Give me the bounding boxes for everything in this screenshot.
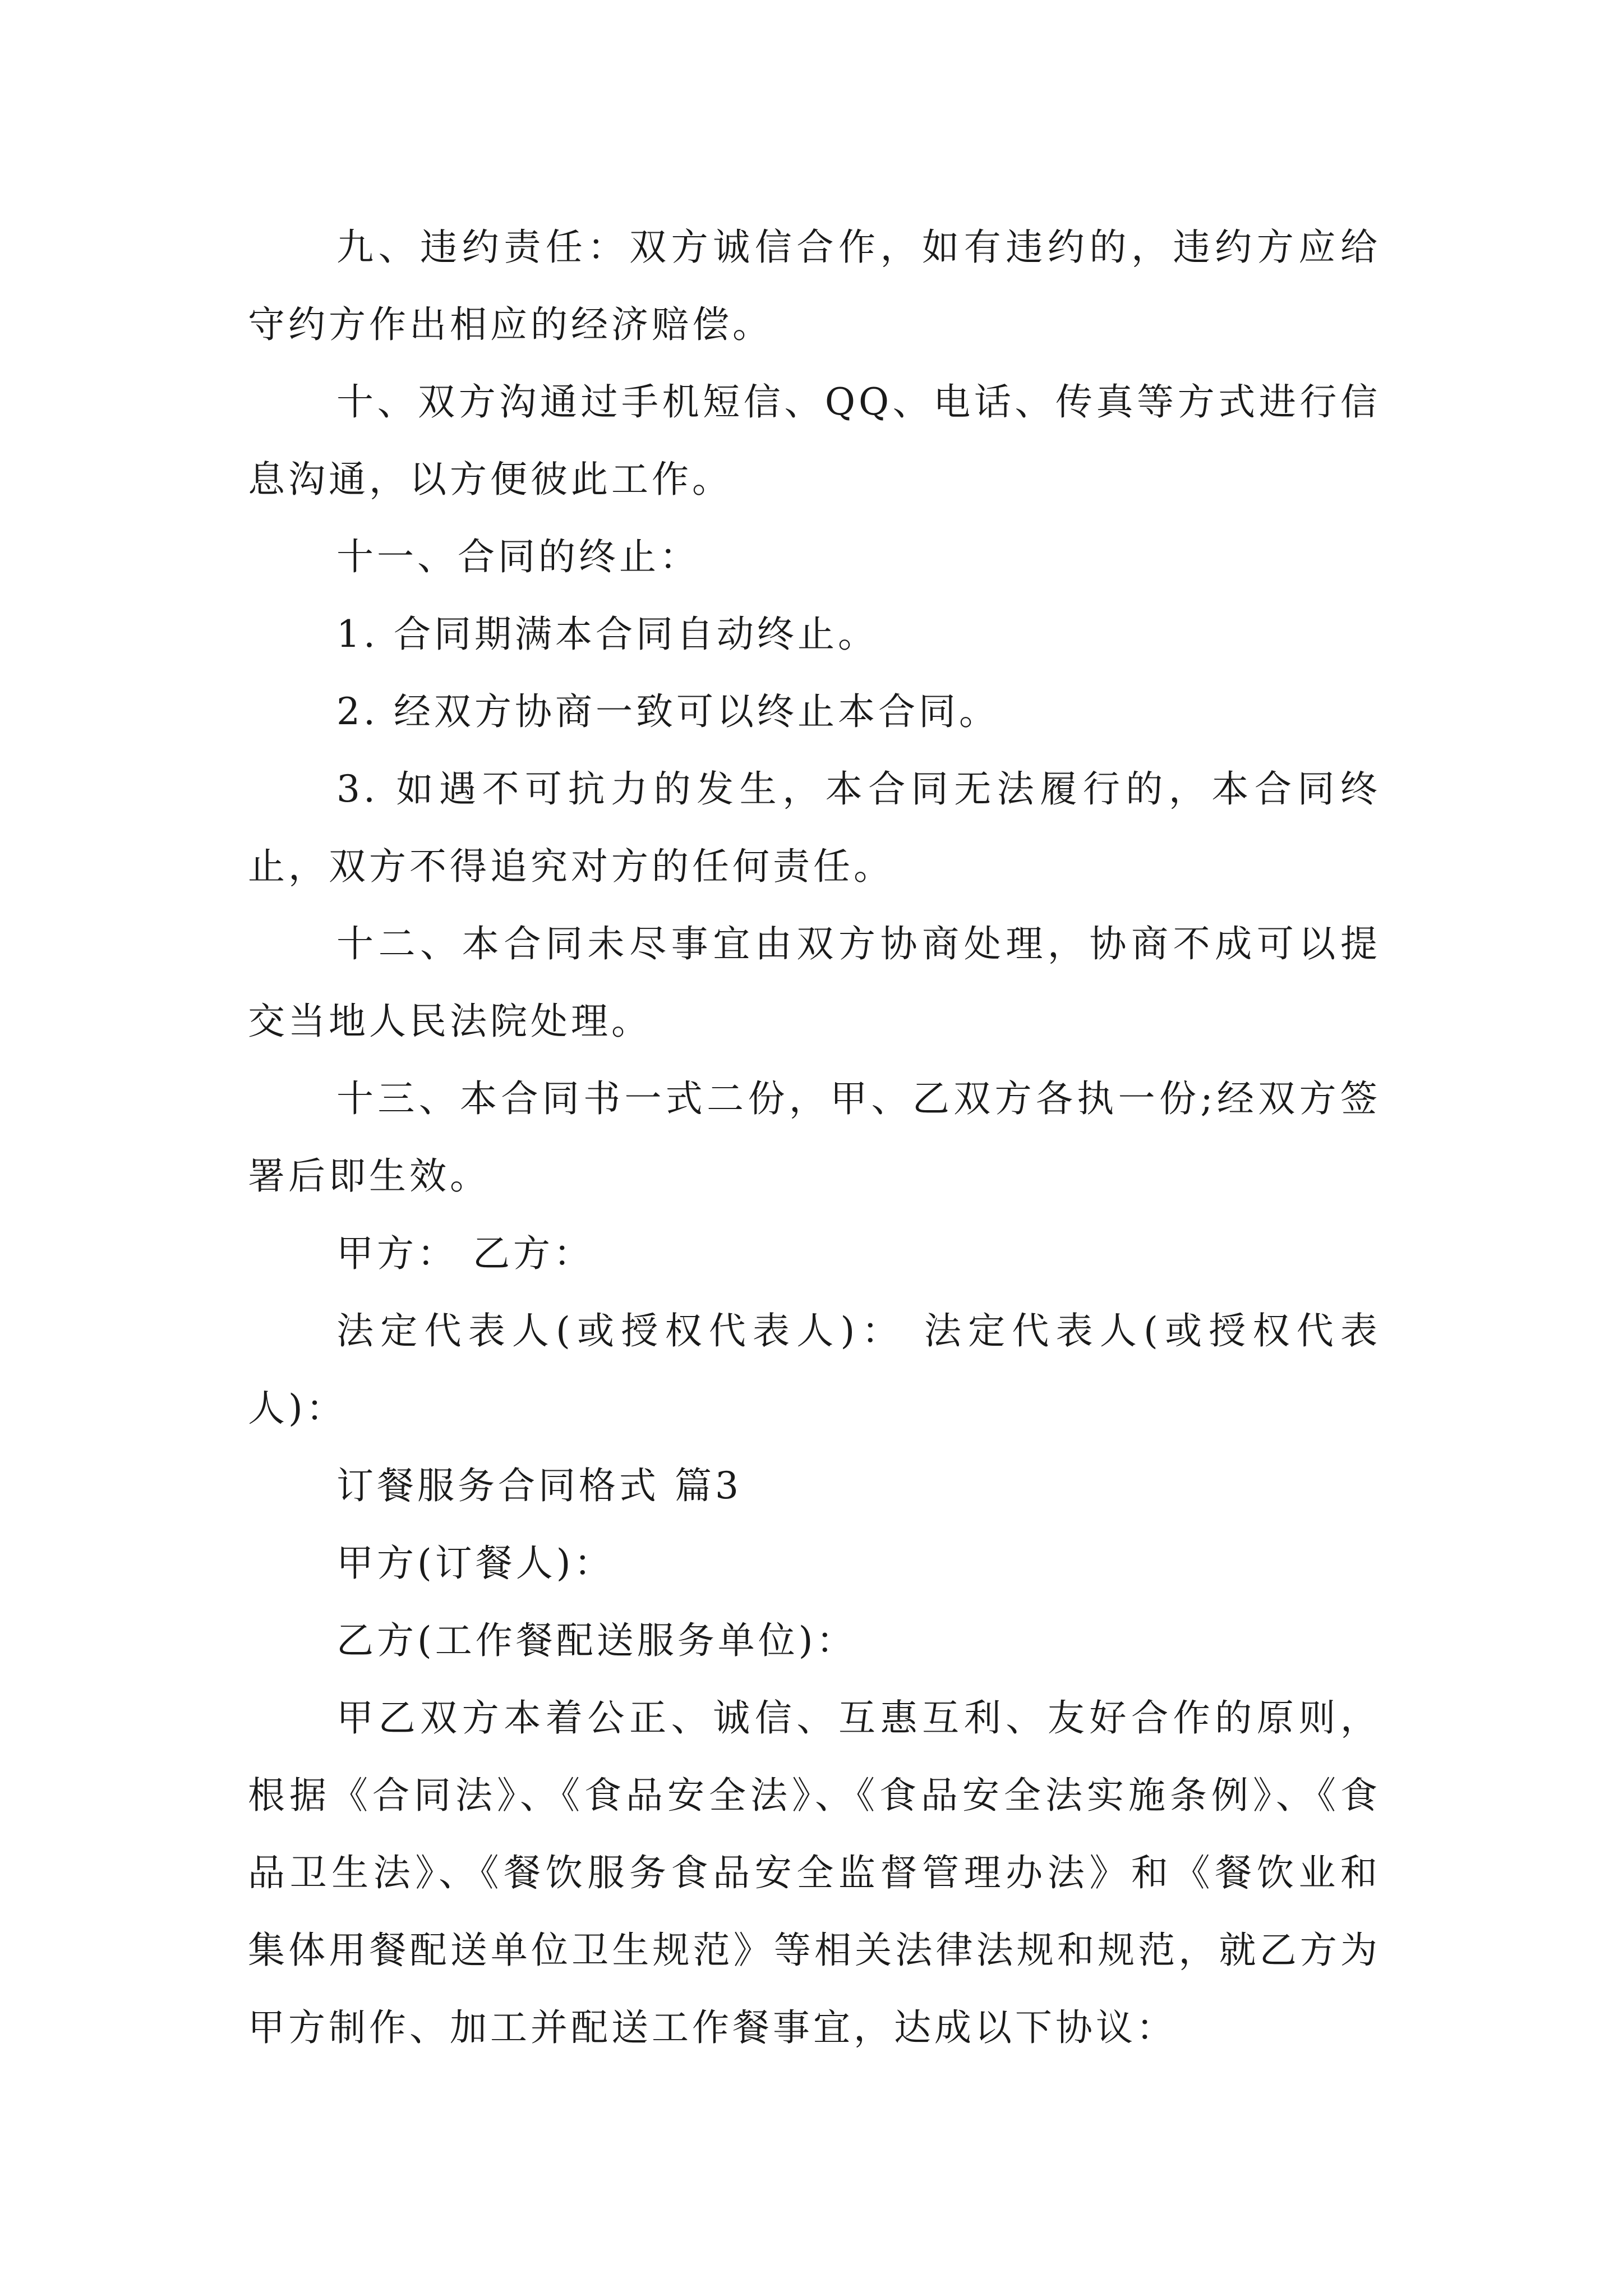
section-title: 订餐服务合同格式 篇3 — [336, 1464, 742, 1507]
paragraph-preamble: 甲乙双方本着公正、诚信、互惠互利、友好合作的原则，根据《合同法》、《食品安全法》、《食品安全法实施条例》、《食品卫生法》、《餐饮服务食品安全监督管理办法》和《餐饮业和集体用餐配送单位卫生规范》等相关法律法规和规范，就乙方为甲方制作、加工并配送工作餐事宜，达成以下协议： — [248, 1696, 1381, 2049]
paragraph-termination-item-3: 3. 如遇不可抗力的发生，本合同无法履行的，本合同终止，双方不得追究对方的任何责任。 — [248, 767, 1381, 888]
signature-representatives: 法定代表人(或授权代表人)： 法定代表人(或授权代表人)： — [248, 1309, 1381, 1430]
paragraph-copies: 十三、本合同书一式二份，甲、乙双方各执一份;经双方签署后即生效。 — [248, 1077, 1381, 1198]
paragraph-breach-liability: 九、违约责任：双方诚信合作，如有违约的，违约方应给守约方作出相应的经济赔偿。 — [248, 226, 1381, 346]
party-a-field: 甲方(订餐人)： — [336, 1542, 615, 1585]
paragraph-termination-item-1: 1. 合同期满本合同自动终止。 — [336, 613, 878, 656]
paragraph-termination-heading: 十一、合同的终止： — [336, 535, 700, 578]
signature-parties: 甲方： 乙方： — [336, 1232, 594, 1275]
party-b-field: 乙方(工作餐配送服务单位)： — [336, 1619, 857, 1662]
document-body — [248, 209, 1381, 2067]
paragraph-unresolved-matters: 十二、本合同未尽事宜由双方协商处理，协商不成可以提交当地人民法院处理。 — [248, 922, 1381, 1043]
paragraph-termination-item-2: 2. 经双方协商一致可以终止本合同。 — [336, 690, 999, 733]
paragraph-communication: 十、双方沟通过手机短信、QQ、电话、传真等方式进行信息沟通，以方便彼此工作。 — [248, 380, 1381, 501]
